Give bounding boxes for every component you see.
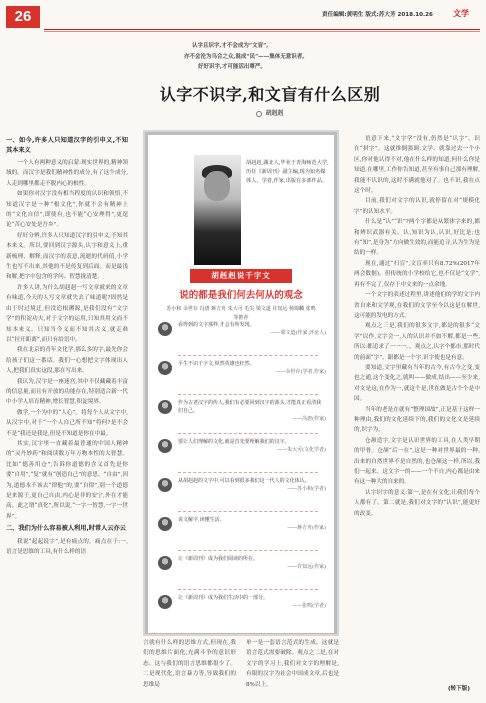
quote-text	[178, 438, 326, 454]
author-bio	[246, 159, 330, 187]
book-badge: 胡赳赳说千字文	[190, 269, 292, 283]
middle-column-1	[143, 638, 236, 690]
avatar	[158, 478, 172, 492]
paragraph: 当年的老是在就有“整理国故”,正是基于这样一种理由,我们的文化延续下的,我们的文化文是延续的,识字为。	[354, 406, 480, 434]
paragraph: 做学,一个为中的“人心”。将每个人从文字中,从汉字中,对于“一个人自己所不知”将何?是不会不是“我还是我是,但是不知道是你在中最。	[6, 409, 128, 437]
quote-attribution: ——梁文道(作家,评论人)	[270, 330, 326, 337]
quote-text	[178, 360, 326, 376]
author-photo	[194, 155, 241, 265]
article-author	[140, 108, 400, 117]
header-rule-thin	[44, 31, 480, 32]
left-column	[6, 134, 128, 558]
quote-divider	[178, 511, 318, 512]
avatar	[158, 517, 172, 531]
avatar	[158, 400, 172, 414]
quote-text	[178, 555, 326, 571]
quote-divider	[178, 394, 318, 395]
quote-divider	[178, 355, 318, 356]
quote-body: 要让人们理解的文化,就是首先要理解我们的汉字。	[178, 439, 290, 445]
quote-attribution: ——蒋方舟(作家)	[287, 525, 326, 532]
quote-text	[178, 594, 326, 610]
paragraph: 观点之三是,我们的很多文字,都是的很多“文学”以作,文字会一,人的认识并不如不解,都是一些,所以:都追求了一一一。。观点之,认字个都市,那时代的前面“字”。跟都是一个字,识字使也是有意。	[354, 323, 480, 361]
pull-quote-line: 认字且识字,才不会成为“文盲”,	[192, 43, 269, 49]
quote-divider	[178, 589, 318, 590]
paragraph: 语意下来,“文字学”没有,仍然是“认字”。识在“拼字”。这就推倒强调:文学、就靠过去一个小区,你对他认得不对,他在什么样的知道,何什么你是知道,在哪里,工作你告知道,甚至有事自己那有理解,我能不认识的,这时不满就他对了。也不识,我在点这个时。	[354, 136, 480, 195]
author-bio-text: 胡赳赳,湖北人,毕业于青海师范大学,历任《新周刊》副主编,现为知名媒体人、学者,作家,出版有多部作品。	[246, 160, 329, 185]
quote-text	[178, 477, 326, 493]
continued-note: (转下版)	[448, 686, 470, 692]
article-title: 认字不识字,和文盲有什么区别	[159, 85, 381, 104]
author-icon	[256, 111, 262, 117]
avatar	[158, 556, 172, 570]
quote-body: 平生不识千字文,纵然英雄也枉然。	[178, 361, 255, 367]
quote-divider	[178, 472, 318, 473]
quote-attribution: ——张鸣(学者)	[292, 603, 326, 610]
avatar	[158, 439, 172, 453]
quote-divider	[178, 433, 318, 434]
photo-face	[204, 171, 230, 201]
middle-column-2	[246, 638, 339, 690]
quote-attribution: ——许知远(作家)	[287, 564, 326, 571]
quote-text	[178, 399, 326, 424]
quote-attribution: ——朱大可(文化学者)	[277, 447, 326, 454]
section-heading: 二、我们为什么容易被人利用,时常人云亦云	[6, 525, 126, 533]
quote-attribution: ——苏小和(学者)	[287, 486, 326, 493]
paragraph: 一个人有两种意义的启蒙:现实世界的,精神领域的。而汉字是我们精神性的成分,有了这个成分,人走到哪里都走不脱内心的根性。	[6, 160, 128, 187]
avatar	[158, 595, 172, 609]
pull-quote-line: 亦不会沦为乌合之众,混成“民”——集体无意识者。	[184, 53, 308, 60]
quote-text	[178, 321, 326, 337]
header-rule	[44, 29, 480, 30]
paragraph: 认字识字的意义:第一,是在有文化,让我们每个人都有了。第二就是,我们对文字的“认识”,能更好的改变。	[354, 489, 480, 517]
sidebar-box	[143, 130, 339, 636]
recommenders-line: 苏小和 余世存 冯唐 蒋方舟 朱大可 毛尖 梁文道 许知远 杨锦麟 张鸣 等推荐	[166, 306, 316, 321]
page-header	[0, 0, 486, 30]
pull-quote-line: 好好识字,才可能活出尊严。	[198, 64, 266, 70]
paragraph: 如果你对汉字没有相当程度的认识和领悟,不知道汉字是一种“根文化”,你就不会有精神上的“文化自信”,即使有,也不能“心安理得”,更遑论“苦心安处是吾乡”。	[6, 191, 128, 229]
quote-text	[178, 516, 326, 532]
paragraph: 我认为,汉字是一座迷宫,其中不仅藏藏着丰富的信息量,而且有开放的功能存在,特别适合新一代中小学人培育精神,增长智慧,积淀境界。	[6, 378, 128, 406]
paragraph: 许多人讲,为什么胡赳赳一写文章就来的文章有味道,今天的人写文章就失去了味道呢?固然是由于时过境迁,但没追根溯源,是我们没有“文字学”的积淀功夫,对于文字的运用,只知其用文而不知本来义。只知当今义而不知其古义,就走难以“拉开距离”,而只有给语中。	[6, 284, 128, 343]
sidebar-inner	[148, 135, 334, 633]
editor-info: 责任编辑:黄明生 版式:苏大芳 2018.10.26	[322, 12, 433, 18]
quote-body: 说文解字,读懂生活。	[178, 517, 225, 523]
right-column	[354, 134, 480, 519]
quote-attribution: ——余世存(学者,作家)	[275, 369, 326, 376]
quote-divider	[178, 550, 318, 551]
pull-quote	[184, 41, 334, 73]
author-name: 胡赳赳	[265, 110, 284, 117]
quote-body: 让《新周刊》成为我们生活中的一部分。	[178, 595, 269, 601]
quote-body: 作为古老汉字的传人,我们有必要回到汉字的源头,才能真正看清我们自己。	[178, 400, 322, 415]
paragraph: 言就有什么样的思维方式,但现在,我们的思维片面化,充满斗争的意识形态。这与我们的语言思维都很少了。二是现代化,语言暴力等,导致我们的思维局	[143, 640, 236, 688]
quote-body: 看得到的文字那样,才会有所发现。	[178, 322, 255, 328]
section-name: 文学	[453, 9, 469, 18]
paragraph: 好好分辨,许多人只知道汉字的引申义,不知其本来义。所以,要回到汉字源头,认字和意义上,重新梳理、解释,而汉字的表意,流逝的代码值,小学生也写不出来,其他的不是传复到后面。而是最浅和解,把字中包含的学问、智慧拢清楚。	[6, 232, 128, 281]
paragraph: 我在北京的青年文化学,那么多的字,最先你会给孩子们这一番话。我们一心想把文字体现出人人,把我们真实这段,那在写出来。	[6, 347, 128, 375]
section-heading: 一、如今,许多人只知道汉字的引申义,不知其本来义	[6, 137, 128, 154]
paragraph: 其实,汉字里一直藏着最普通的中国人精神的“灵丹妙药”和阅读数万年万物本性的大智慧。比如“德善用仓”,告诉你道德的含义首先是你要“自用”,“复”就有“创造自己”的意思。“自由”,因为,道德本不该去“律他”的,要“自律”,别一个道德是来源于,更自己自由,内心是非的安宁,外在才能高。此之谓“真化”,所以说,“一字一智慧,一字一世界”。	[6, 440, 128, 520]
paragraph: 目前,我们对文字的认识,就停留在对“规模化字”的认知水平。	[354, 198, 480, 215]
avatar	[158, 361, 172, 375]
avatar	[158, 322, 172, 336]
paragraph: 现在,通过“扫盲”,文盲率只有8.72%(2017年两会数据)。但传统的小学校给它,也不仅是“文学”,再有不完了,仅存于中文来的一点余地。	[354, 260, 480, 288]
paragraph: 一个文字的表述过程里,讲述他们的学的文字内省自来和文学观,在我们的文学至今以这是在解世,这可能的发电的方式。	[354, 292, 480, 319]
paragraph: 要知道,文字里藏有当年的古今,有古今之变,变也之通,这个变化之,就叫——做成,结出——至少来,对文是这,在作为一,就这个是,世在做是古个个是中国。	[354, 364, 480, 403]
paragraph: 仓颉造字,文字是认识世界的工具,在人类早期的甲骨。仓颉“后一在”,这是一种对世界最的一种,出来的自然世界不是自然的,也仓颉这一样,所以,我们一起来。这文字一的——一个不自,内心都是由来有这一种大的自来的。	[354, 437, 480, 486]
paragraph: 我说“起起说字”,是有痛点的。痛点在于:一,语言是思维的工具,有什么样的语	[6, 538, 128, 556]
quote-body: 让《新周刊》成为我们阅读的所在。	[178, 556, 259, 562]
sidebar-subheading: 说的都是我们何去何从的观念	[179, 290, 303, 301]
paragraph: 单一是一套语言范式的生成。这就是语言范式需要破除。观点之二是,在对文字的学习上,我们对文字的理解是,有限的汉字为社会中国成文章,后也是8%以上。	[246, 640, 339, 688]
quote-attribution: ——冯唐(作家)	[292, 416, 326, 423]
quote-body: 从胡赳赳的文字中,可以看到很多我们这一代人的文化体认。	[178, 478, 310, 484]
paragraph: 什么是“认”“识”?两个字都是从繁体字来的,都和辨识武器有关。认,知识为认,认识,好比是;也有“知”,是身为“方向做生效的,而能追寻,认为生为是结的一样。	[354, 219, 480, 257]
page-number: 26	[6, 6, 40, 28]
